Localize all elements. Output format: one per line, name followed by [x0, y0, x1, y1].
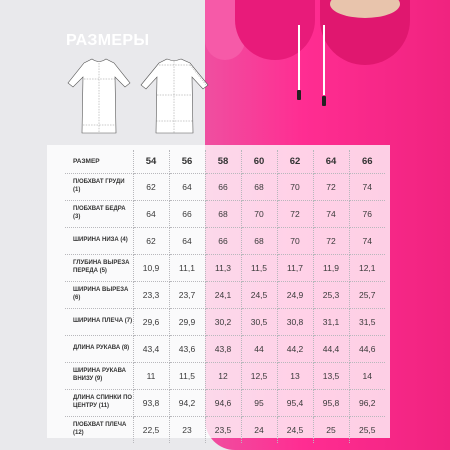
table-cell: 62 — [133, 173, 169, 200]
table-cell: 11,3 — [205, 254, 241, 281]
table-row — [65, 362, 385, 389]
measurement-label: П/ОБХВАТ ГРУДИ (1) — [65, 173, 133, 200]
table-cell: 43,4 — [133, 335, 169, 362]
table-row — [65, 227, 385, 254]
table-cell: 95,4 — [277, 389, 313, 416]
table-cell: 10,9 — [133, 254, 169, 281]
table-cell: 24,9 — [277, 281, 313, 308]
table-cell: 74 — [349, 227, 385, 254]
page-title: РАЗМЕРЫ — [66, 32, 150, 49]
measurement-label: ГЛУБИНА ВЫРЕЗА ПЕРЕДА (5) — [65, 254, 133, 281]
table-cell: 29,9 — [169, 308, 205, 335]
measurement-label: ШИРИНА ПЛЕЧА (7) — [65, 308, 133, 335]
table-cell: 95 — [241, 389, 277, 416]
table-cell: 31,5 — [349, 308, 385, 335]
table-cell: 96,2 — [349, 389, 385, 416]
table-row — [65, 335, 385, 362]
table-cell: 30,8 — [277, 308, 313, 335]
measurement-label: ШИРИНА НИЗА (4) — [65, 227, 133, 254]
table-cell: 23,3 — [133, 281, 169, 308]
table-row — [65, 254, 385, 281]
table-cell: 95,8 — [313, 389, 349, 416]
size-column-header: 66 — [349, 150, 385, 173]
table-cell: 11,1 — [169, 254, 205, 281]
table-cell: 25,5 — [358, 424, 376, 435]
aglet-right — [322, 96, 326, 106]
measurement-label: П/ОБХВАТ ПЛЕЧА (12) — [65, 416, 133, 443]
table-cell: 64 — [133, 200, 169, 227]
measurement-label: ДЛИНА РУКАВА (8) — [65, 335, 133, 362]
table-cell: 12,5 — [241, 362, 277, 389]
table-cell: 24,5 — [241, 281, 277, 308]
table-row — [65, 173, 385, 200]
garment-measurement-sketch — [62, 55, 222, 135]
table-cell: 43,8 — [205, 335, 241, 362]
table-row — [65, 200, 385, 227]
table-cell: 11 — [133, 362, 169, 389]
table-cell: 68 — [205, 200, 241, 227]
size-table — [65, 150, 385, 443]
table-cell: 11,5 — [241, 254, 277, 281]
table-cell: 11,7 — [277, 254, 313, 281]
table-cell: 94,6 — [205, 389, 241, 416]
table-cell: 93,8 — [133, 389, 169, 416]
table-cell: 64 — [169, 227, 205, 254]
table-cell: 25,3 — [313, 281, 349, 308]
table-cell: 44,2 — [277, 335, 313, 362]
measurement-label: ДЛИНА СПИНКИ ПО ЦЕНТРУ (11) — [65, 389, 133, 416]
table-cell: 23,7 — [169, 281, 205, 308]
table-cell: 76 — [349, 200, 385, 227]
table-row — [65, 308, 385, 335]
table-cell: 44,6 — [349, 335, 385, 362]
table-cell: 64 — [169, 173, 205, 200]
table-cell: 66 — [205, 173, 241, 200]
table-cell: 24 — [241, 416, 277, 443]
table-cell: 70 — [277, 227, 313, 254]
size-column-header: 62 — [277, 150, 313, 173]
table-cell: 13 — [277, 362, 313, 389]
table-cell: 14 — [349, 362, 385, 389]
measurement-label: ШИРИНА РУКАВА ВНИЗУ (9) — [65, 362, 133, 389]
table-header-row — [65, 150, 385, 173]
table-cell: 68 — [241, 227, 277, 254]
table-cell: 30,5 — [241, 308, 277, 335]
table-cell: 13,5 — [313, 362, 349, 389]
table-cell: 70 — [241, 200, 277, 227]
size-column-header: 58 — [205, 150, 241, 173]
table-cell: 23,5 — [205, 416, 241, 443]
table-cell: 25,7 — [349, 281, 385, 308]
table-cell: 62 — [133, 227, 169, 254]
table-cell: 24,5 — [277, 416, 313, 443]
table-cell: 11,9 — [313, 254, 349, 281]
table-cell: 29,6 — [133, 308, 169, 335]
size-chart — [65, 150, 385, 443]
table-cell: 44,4 — [313, 335, 349, 362]
aglet-left — [297, 90, 301, 100]
size-column-header: 64 — [313, 150, 349, 173]
drawstring-left — [298, 25, 300, 95]
table-cell: 70 — [277, 173, 313, 200]
measurement-label: П/ОБХВАТ БЕДРА (3) — [65, 200, 133, 227]
table-cell: 66 — [205, 227, 241, 254]
table-cell: 30,2 — [205, 308, 241, 335]
table-cell: 31,1 — [313, 308, 349, 335]
size-header-label: РАЗМЕР — [65, 150, 133, 173]
table-cell: 66 — [169, 200, 205, 227]
table-cell: 43,6 — [169, 335, 205, 362]
table-cell: 74 — [349, 173, 385, 200]
size-column-header: 54 — [133, 150, 169, 173]
table-cell: 22,5 — [133, 416, 169, 443]
size-column-header: 56 — [169, 150, 205, 173]
table-cell: 24,1 — [205, 281, 241, 308]
table-cell: 25 — [313, 416, 349, 443]
drawstring-right — [323, 25, 325, 95]
table-row — [65, 389, 385, 416]
table-cell: 68 — [241, 173, 277, 200]
size-column-header: 60 — [241, 150, 277, 173]
table-cell: 11,5 — [169, 362, 205, 389]
table-cell: 72 — [277, 200, 313, 227]
table-cell: 72 — [313, 227, 349, 254]
table-cell: 72 — [313, 173, 349, 200]
table-cell: 23 — [169, 416, 205, 443]
measurement-label: ШИРИНА ВЫРЕЗА (6) — [65, 281, 133, 308]
table-cell: 12,1 — [349, 254, 385, 281]
table-cell: 44 — [241, 335, 277, 362]
table-cell: 74 — [313, 200, 349, 227]
table-cell: 12 — [205, 362, 241, 389]
table-row — [65, 281, 385, 308]
table-cell: 94,2 — [169, 389, 205, 416]
table-row — [65, 416, 385, 443]
